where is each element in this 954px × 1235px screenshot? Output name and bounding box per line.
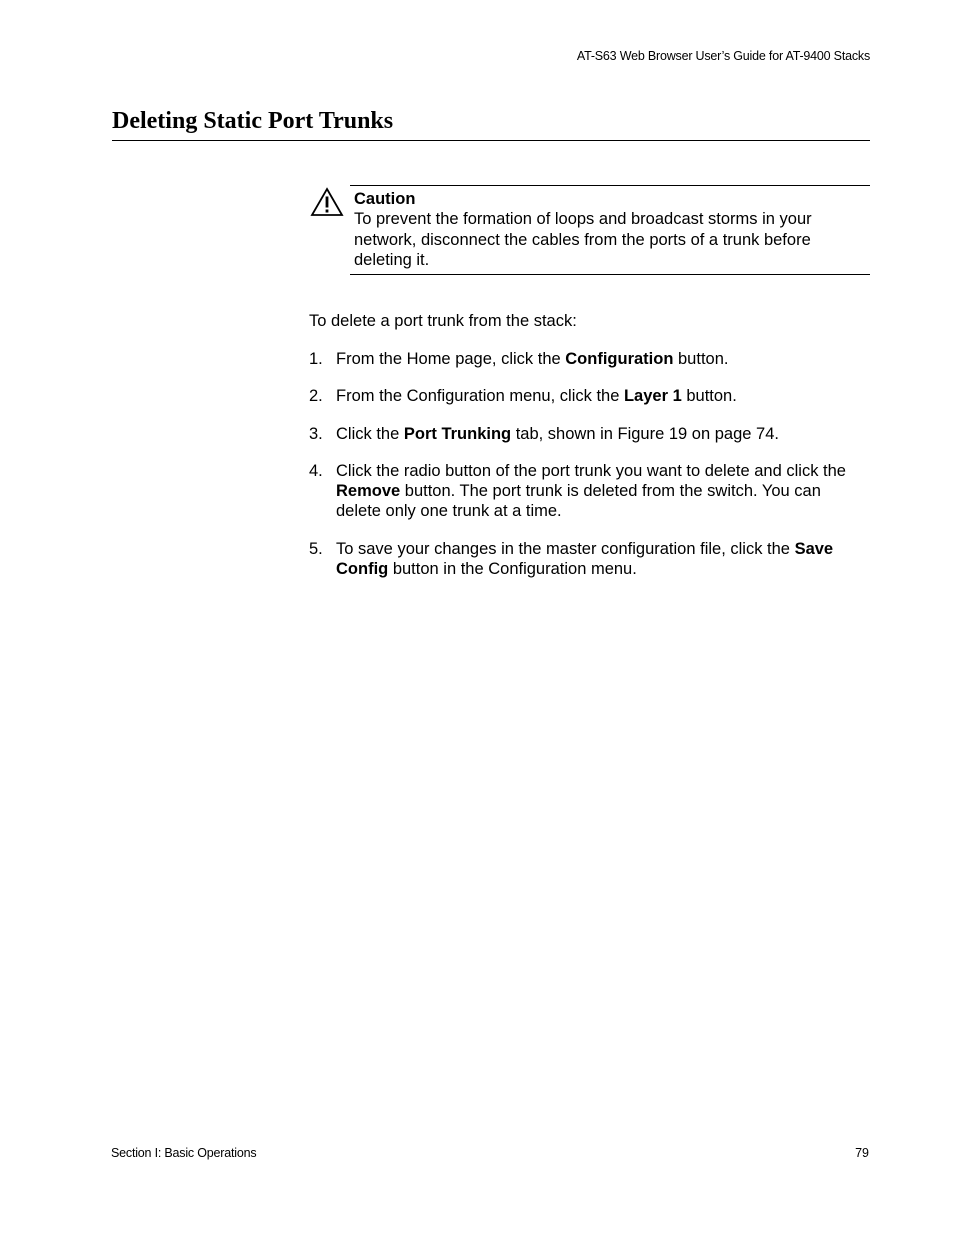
steps-list: [309, 349, 870, 596]
step-text-run: tab, shown in Figure 19 on page 74.: [511, 424, 779, 443]
step-text-run: From the Home page, click the: [336, 350, 566, 368]
step-text-run: Click the radio button of the port trunk you want to delete and click the: [336, 461, 846, 480]
step-text: [336, 350, 728, 368]
step-text-run: From the Configuration menu, click the: [336, 387, 624, 406]
step-number: 1.: [309, 350, 323, 368]
step-text: [336, 462, 846, 521]
step-item: [309, 539, 870, 580]
step-emphasis: Save Config: [336, 539, 834, 579]
step-item: [309, 424, 870, 444]
footer-section: Section I: Basic Operations: [111, 1146, 257, 1160]
step-emphasis: Configuration: [565, 350, 674, 368]
section-title: Deleting Static Port Trunks: [112, 108, 394, 134]
caution-text: To prevent the formation of loops and broadcast storms in your network, disconnect the cables from the ports of a trunk before deleting it.: [354, 210, 812, 269]
step-text-run: button. The port trunk is deleted from the switch. You can delete only one trunk at a time.: [336, 482, 821, 521]
running-header: AT-S63 Web Browser User’s Guide for AT-9400 Stacks: [576, 49, 870, 63]
step-text-run: button.: [673, 350, 729, 368]
intro-text: To delete a port trunk from the stack:: [309, 312, 577, 330]
step-emphasis: Remove: [336, 482, 401, 501]
step-item: [309, 461, 870, 522]
step-number: 4.: [309, 461, 323, 480]
warning-triangle-icon: [310, 187, 344, 217]
step-number: 5.: [309, 539, 323, 558]
step-emphasis: Layer 1: [623, 387, 682, 406]
caution-box: [350, 185, 870, 275]
step-text-run: button.: [681, 387, 737, 406]
step-item: [309, 349, 870, 369]
step-number: 2.: [309, 387, 323, 406]
step-text: [336, 540, 833, 578]
step-text-run: Click the: [336, 424, 404, 443]
title-rule: [112, 140, 870, 141]
caution-label: Caution: [354, 190, 416, 208]
step-text-run: button in the Configuration menu.: [388, 560, 637, 579]
step-text: [336, 387, 737, 405]
page-number: 79: [855, 1146, 869, 1160]
step-emphasis: Port Trunking: [403, 424, 512, 443]
step-text: [336, 425, 779, 443]
step-text-run: To save your changes in the master configuration file, click the: [336, 539, 795, 558]
step-number: 3.: [309, 424, 323, 443]
step-item: [309, 386, 870, 406]
